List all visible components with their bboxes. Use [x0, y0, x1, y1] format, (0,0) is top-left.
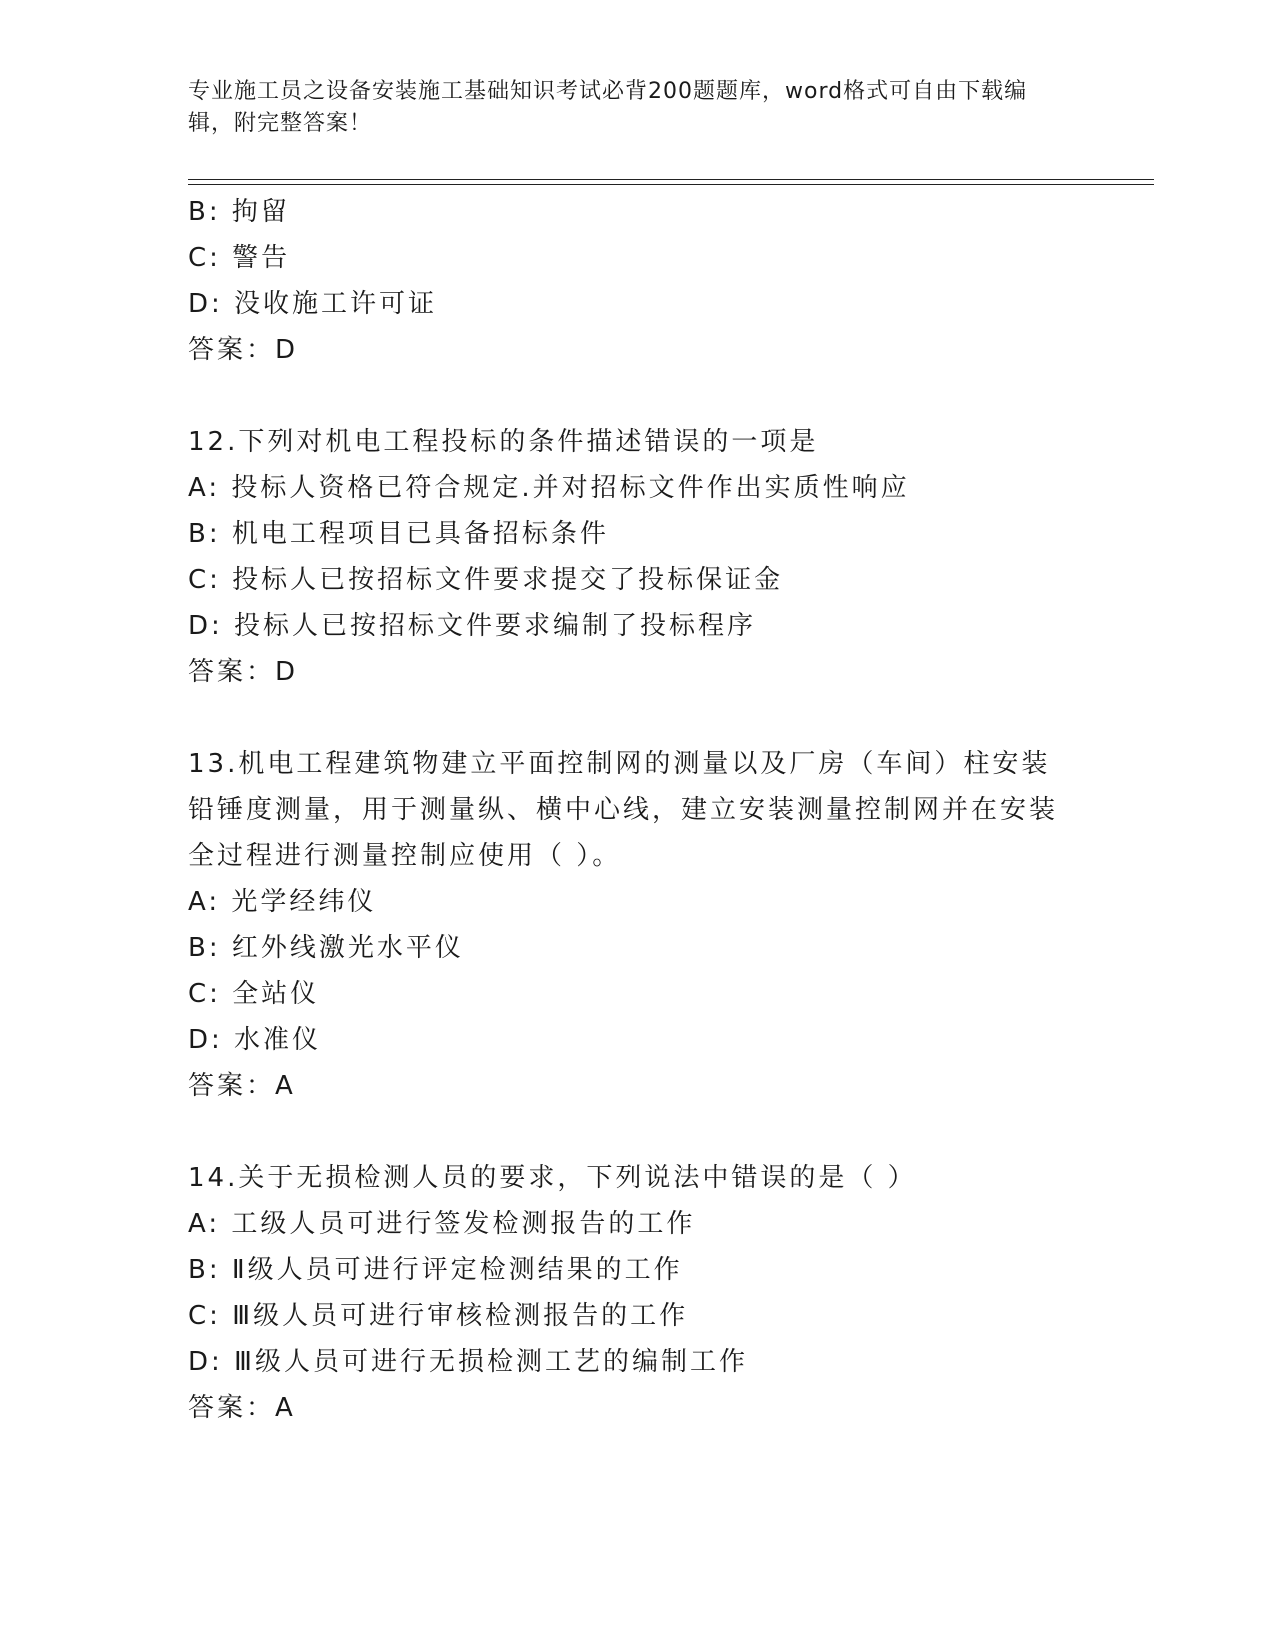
question-14	[188, 1155, 1088, 1431]
document-header	[188, 76, 1068, 140]
option-d: D: 投标人已按招标文件要求编制了投标程序	[188, 611, 757, 641]
question-13	[188, 741, 1088, 1109]
option-d: D: 没收施工许可证	[188, 289, 438, 319]
question-content	[188, 189, 1088, 1477]
option-c: C: Ⅲ级人员可进行审核检测报告的工作	[188, 1301, 689, 1331]
option-b: B: 红外线激光水平仪	[188, 933, 464, 963]
option-d: D: 水准仪	[188, 1025, 322, 1055]
answer: 答案：A	[188, 1393, 296, 1423]
answer: 答案：A	[188, 1071, 296, 1101]
option-a: A: 光学经纬仪	[188, 887, 377, 917]
option-b: B: 拘留	[188, 197, 290, 227]
option-c: C: 投标人已按招标文件要求提交了投标保证金	[188, 565, 784, 595]
question-stem: 14.关于无损检测人员的要求，下列说法中错误的是（ ）	[188, 1163, 917, 1193]
option-d: D: Ⅲ级人员可进行无损检测工艺的编制工作	[188, 1347, 748, 1377]
document-title: 专业施工员之设备安装施工基础知识考试必背200题题库，word格式可自由下载编辑，附完整答案！	[188, 79, 1028, 136]
question-stem: 12.下列对机电工程投标的条件描述错误的一项是	[188, 427, 819, 457]
option-a: A: 工级人员可进行签发检测报告的工作	[188, 1209, 696, 1239]
option-b: B: 机电工程项目已具备招标条件	[188, 519, 609, 549]
question-12	[188, 419, 1088, 695]
option-c: C: 全站仪	[188, 979, 320, 1009]
question-stem: 13.机电工程建筑物建立平面控制网的测量以及厂房（车间）柱安装铅锤度测量，用于测量纵、横中心线，建立安装测量控制网并在安装全过程进行测量控制应使用（ ）。	[188, 749, 1059, 871]
answer: 答案：D	[188, 657, 299, 687]
answer: 答案：D	[188, 335, 299, 365]
carryover-question	[188, 189, 1088, 373]
option-a: A: 投标人资格已符合规定.并对招标文件作出实质性响应	[188, 473, 910, 503]
option-c: C: 警告	[188, 243, 291, 273]
option-b: B: Ⅱ级人员可进行评定检测结果的工作	[188, 1255, 683, 1285]
header-divider-bottom	[188, 184, 1154, 185]
header-divider-top	[188, 179, 1154, 180]
